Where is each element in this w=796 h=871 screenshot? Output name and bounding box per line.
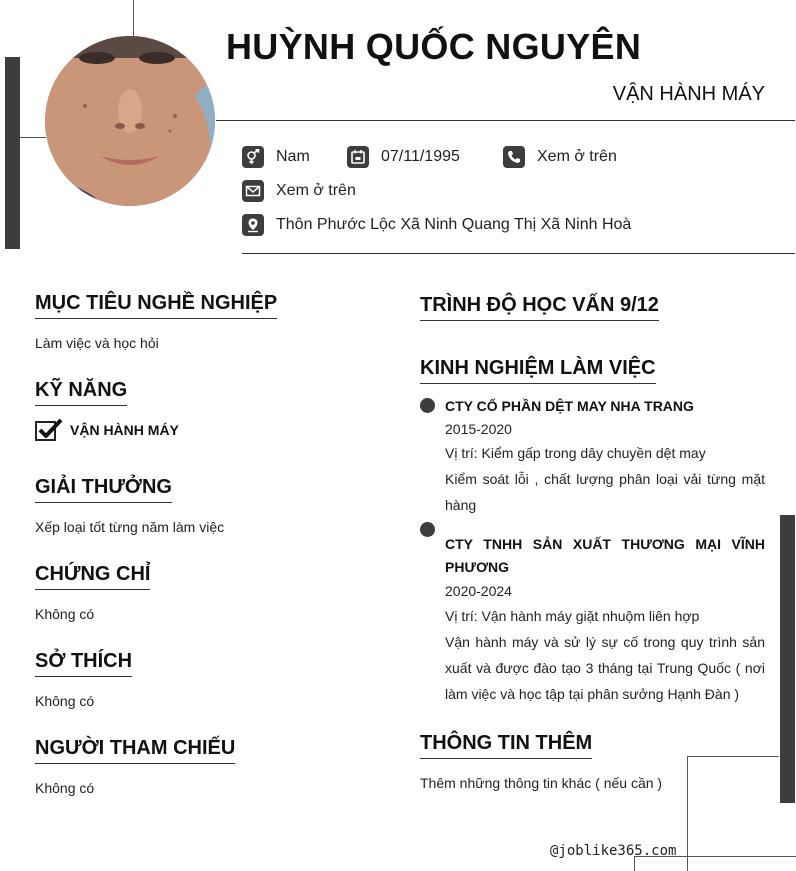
location-icon <box>242 214 264 236</box>
address-value: Thôn Phước Lộc Xã Ninh Quang Thị Xã Ninh Hoà <box>276 216 632 233</box>
decor-line-top <box>133 0 134 36</box>
section-title-certificates: CHỨNG CHỈ <box>35 563 150 590</box>
candidate-name: HUỲNH QUỐC NGUYÊN <box>226 26 642 67</box>
timeline-dot <box>420 398 435 413</box>
contact-birthday <box>347 146 460 168</box>
job-role: Vị trí: Kiểm gấp trong dây chuyền dệt may <box>445 445 706 461</box>
decor-bar-left <box>5 57 20 249</box>
section-objective <box>35 292 277 319</box>
gender-value: Nam <box>276 148 310 165</box>
section-title-hobbies: SỞ THÍCH <box>35 650 132 677</box>
section-skills <box>35 379 127 406</box>
awards-text: Xếp loại tốt từng năm làm việc <box>35 519 225 535</box>
section-certificates <box>35 563 150 590</box>
decor-frame-bottom-right <box>687 756 779 871</box>
phone-value: Xem ở trên <box>537 148 617 165</box>
contact-address <box>242 214 631 236</box>
section-title-references: NGƯỜI THAM CHIẾU <box>35 737 235 764</box>
certificates-text: Không có <box>35 606 95 622</box>
job-position: VẬN HÀNH MÁY <box>612 83 765 105</box>
gender-icon <box>242 146 264 168</box>
section-title-objective: MỤC TIÊU NGHỀ NGHIỆP <box>35 292 277 319</box>
phone-icon <box>503 146 525 168</box>
section-title-skills: KỸ NĂNG <box>35 379 127 406</box>
job-period: 2020-2024 <box>445 583 512 599</box>
contact-divider <box>242 253 795 254</box>
calendar-icon <box>347 146 369 168</box>
email-value: Xem ở trên <box>276 182 356 199</box>
job-description: Vận hành máy và sử lý sự cố trong quy trình sản xuất và được đào tạo 3 tháng tại Trung Quốc ( nơi làm việc và học tập tại phân sưởng Hạnh Đàn ) <box>445 634 765 702</box>
avatar <box>45 36 215 206</box>
skill-label: VẬN HÀNH MÁY <box>70 422 179 438</box>
checkbox-checked-icon <box>35 418 63 442</box>
mail-icon <box>242 180 264 202</box>
job-role: Vị trí: Vận hành máy giặt nhuộm liên hợp <box>445 608 700 624</box>
job-entry <box>445 533 765 707</box>
section-title-awards: GIẢI THƯỞNG <box>35 476 172 503</box>
decor-line-avatar <box>20 137 46 138</box>
section-additional <box>420 732 592 759</box>
job-entry <box>445 394 765 518</box>
birthday-value: 07/11/1995 <box>381 148 460 165</box>
avatar-photo <box>45 36 215 206</box>
references-text: Không có <box>35 780 95 796</box>
additional-text: Thêm những thông tin khác ( nếu cần ) <box>420 775 663 791</box>
job-description: Kiểm soát lỗi , chất lượng phân loại vải từng mặt hàng <box>445 471 765 513</box>
job-company: CTY CỔ PHẦN DỆT MAY NHA TRANG <box>445 398 694 414</box>
hobbies-text: Không có <box>35 693 95 709</box>
section-references <box>35 737 235 764</box>
watermark: @joblike365.com <box>550 843 677 859</box>
section-title-education: TRÌNH ĐỘ HỌC VẤN 9/12 <box>420 294 659 321</box>
contact-phone <box>503 146 617 168</box>
section-awards <box>35 476 172 503</box>
job-period: 2015-2020 <box>445 421 512 437</box>
section-title-experience: KINH NGHIỆM LÀM VIỆC <box>420 357 656 384</box>
timeline-dot <box>420 522 435 537</box>
section-title-additional: THÔNG TIN THÊM <box>420 732 592 759</box>
decor-bar-right <box>780 515 795 803</box>
section-hobbies <box>35 650 132 677</box>
contact-gender <box>242 146 310 168</box>
skill-item <box>35 418 179 442</box>
section-experience <box>420 357 656 384</box>
header-divider <box>216 120 795 121</box>
section-education <box>420 294 659 321</box>
job-company: CTY TNHH SẢN XUẤT THƯƠNG MẠI VĨNH PHƯƠNG <box>445 536 765 575</box>
contact-email <box>242 180 356 202</box>
objective-text: Làm việc và học hỏi <box>35 335 159 351</box>
